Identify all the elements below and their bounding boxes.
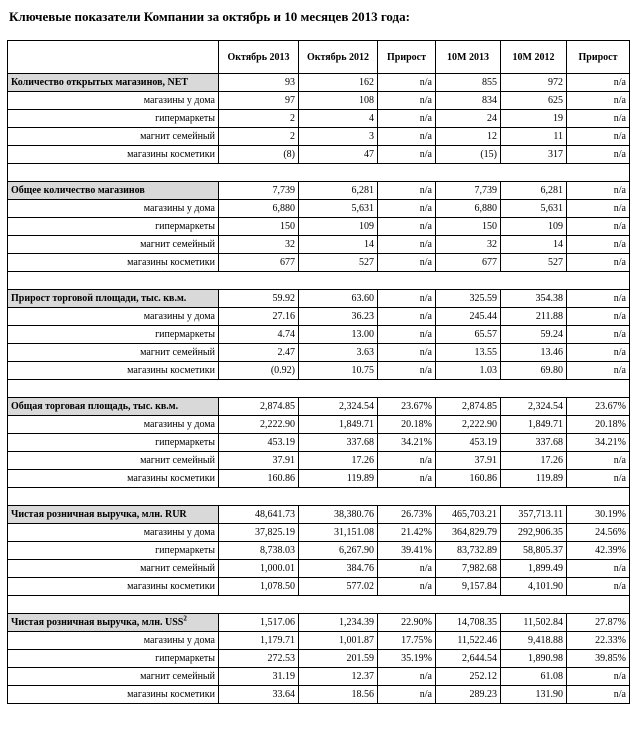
row-value: n/a [567,218,630,236]
row-value: 150 [436,218,501,236]
section-header-value: 325.59 [436,290,501,308]
section-spacer-cell [8,164,630,182]
row-value: 37.91 [436,452,501,470]
row-value: n/a [567,668,630,686]
section-header-value: 11,502.84 [501,614,567,632]
row-value: 17.75% [378,632,436,650]
table-row [8,434,630,452]
row-value: 2 [219,128,299,146]
row-value: 6,267.90 [299,542,378,560]
section-header-value: 354.38 [501,290,567,308]
row-value: (0.92) [219,362,299,380]
row-value: 32 [436,236,501,254]
row-value: 37,825.19 [219,524,299,542]
row-label: магазины косметики [8,146,219,164]
row-value: 119.89 [299,470,378,488]
section-header-value: 7,739 [219,182,299,200]
table-row [8,218,630,236]
row-label: магнит семейный [8,560,219,578]
row-value: 5,631 [501,200,567,218]
row-value: 33.64 [219,686,299,704]
row-value: 22.33% [567,632,630,650]
row-label: магнит семейный [8,668,219,686]
row-value: 10.75 [299,362,378,380]
row-value: 5,631 [299,200,378,218]
row-value: 272.53 [219,650,299,668]
row-value: 625 [501,92,567,110]
kpi-table-body [8,74,630,704]
section-header-label [8,506,219,524]
column-header-10m-2012: 10M 2012 [501,41,567,74]
section-header-row [8,398,630,416]
row-label: магазины у дома [8,92,219,110]
row-value: 364,829.79 [436,524,501,542]
column-header-oct-2012: Октябрь 2012 [299,41,378,74]
row-value: 13.00 [299,326,378,344]
row-value: 160.86 [219,470,299,488]
row-label: гипермаркеты [8,542,219,560]
row-value: 24 [436,110,501,128]
section-spacer-cell [8,596,630,614]
row-value: 31,151.08 [299,524,378,542]
kpi-table [7,40,630,704]
section-header-value: 162 [299,74,378,92]
row-label: магазины у дома [8,632,219,650]
row-label: магазины косметики [8,470,219,488]
section-header-value: 14,708.35 [436,614,501,632]
row-value: 4,101.90 [501,578,567,596]
row-value: 3 [299,128,378,146]
row-value: 36.23 [299,308,378,326]
section-header-row [8,74,630,92]
row-label: гипермаркеты [8,218,219,236]
row-value: 201.59 [299,650,378,668]
row-value: 453.19 [219,434,299,452]
row-value: 834 [436,92,501,110]
section-header-value: 855 [436,74,501,92]
column-header-growth-month: Прирост [378,41,436,74]
section-spacer [8,380,630,398]
section-header-value: 357,713.11 [501,506,567,524]
row-value: 97 [219,92,299,110]
row-value: n/a [378,326,436,344]
section-header-value: 26.73% [378,506,436,524]
row-value: 2 [219,110,299,128]
table-row [8,470,630,488]
row-value: n/a [378,128,436,146]
section-header-text: Общая торговая площадь, тыс. кв.м. [11,401,179,412]
row-value: 61.08 [501,668,567,686]
row-label: магазины косметики [8,578,219,596]
row-value: 24.56% [567,524,630,542]
section-header-value: 48,641.73 [219,506,299,524]
table-row [8,632,630,650]
table-row [8,560,630,578]
row-value: 119.89 [501,470,567,488]
row-value: n/a [378,686,436,704]
row-value: 11,522.46 [436,632,501,650]
section-header-value: 972 [501,74,567,92]
section-header-value: n/a [378,74,436,92]
row-value: n/a [567,92,630,110]
column-header-oct-2013: Октябрь 2013 [219,41,299,74]
row-value: 6,880 [436,200,501,218]
row-value: n/a [378,362,436,380]
section-header-row [8,614,630,632]
row-label: магазины у дома [8,416,219,434]
row-value: n/a [378,344,436,362]
row-value: 20.18% [567,416,630,434]
section-header-text: Прирост торговой площади, тыс. кв.м. [11,293,187,304]
row-value: 4.74 [219,326,299,344]
row-value: 18.56 [299,686,378,704]
table-row [8,650,630,668]
row-value: 14 [299,236,378,254]
section-header-value: 27.87% [567,614,630,632]
table-row [8,254,630,272]
section-spacer-cell [8,488,630,506]
row-value: 527 [501,254,567,272]
section-header-text: Общее количество магазинов [11,185,145,196]
row-value: 27.16 [219,308,299,326]
row-value: 109 [501,218,567,236]
row-value: n/a [567,326,630,344]
section-spacer [8,272,630,290]
row-value: 2,644.54 [436,650,501,668]
row-value: 13.46 [501,344,567,362]
row-label: магазины у дома [8,200,219,218]
row-value: 83,732.89 [436,542,501,560]
row-value: n/a [378,146,436,164]
row-value: 289.23 [436,686,501,704]
row-value: n/a [378,236,436,254]
section-spacer-cell [8,380,630,398]
section-header-value: 59.92 [219,290,299,308]
row-value: 211.88 [501,308,567,326]
row-value: 1,890.98 [501,650,567,668]
column-header-10m-2013: 10M 2013 [436,41,501,74]
row-value: n/a [378,200,436,218]
row-value: 31.19 [219,668,299,686]
row-label: гипермаркеты [8,110,219,128]
section-header-text: Количество открытых магазинов, NET [11,77,189,88]
row-label: магазины косметики [8,362,219,380]
section-header-value: 1,517.06 [219,614,299,632]
section-header-value: 63.60 [299,290,378,308]
section-header-value: 2,324.54 [501,398,567,416]
row-value: n/a [378,668,436,686]
table-row [8,362,630,380]
row-value: n/a [567,308,630,326]
row-value: 17.26 [501,452,567,470]
row-value: (15) [436,146,501,164]
row-value: 2.47 [219,344,299,362]
row-value: n/a [378,308,436,326]
row-value: 677 [219,254,299,272]
section-header-value: 2,874.85 [219,398,299,416]
row-value: 14 [501,236,567,254]
row-label: магазины у дома [8,308,219,326]
row-label: гипермаркеты [8,650,219,668]
table-row [8,200,630,218]
table-row [8,416,630,434]
row-value: n/a [378,254,436,272]
table-row [8,578,630,596]
table-row [8,236,630,254]
section-header-value: n/a [378,290,436,308]
row-value: 58,805.37 [501,542,567,560]
section-header-value: 465,703.21 [436,506,501,524]
row-value: 245.44 [436,308,501,326]
row-value: 12.37 [299,668,378,686]
row-value: n/a [567,146,630,164]
row-value: 131.90 [501,686,567,704]
section-header-value: 23.67% [378,398,436,416]
table-row [8,668,630,686]
table-row [8,524,630,542]
row-value: 32 [219,236,299,254]
column-header-growth-10m: Прирост [567,41,630,74]
section-header-text: Чистая розничная выручка, млн. USS [11,617,184,628]
column-header-row [8,41,630,74]
table-row [8,326,630,344]
section-header-value: n/a [567,74,630,92]
section-spacer [8,596,630,614]
row-value: n/a [567,578,630,596]
section-header-value: 30.19% [567,506,630,524]
section-header-text: Чистая розничная выручка, млн. RUR [11,509,187,520]
row-value: n/a [567,128,630,146]
row-value: 1.03 [436,362,501,380]
section-header-value: 38,380.76 [299,506,378,524]
row-value: 59.24 [501,326,567,344]
row-value: 19 [501,110,567,128]
row-value: n/a [567,110,630,128]
row-value: 21.42% [378,524,436,542]
row-value: 9,418.88 [501,632,567,650]
row-value: 2,222.90 [219,416,299,434]
row-value: 9,157.84 [436,578,501,596]
row-value: 337.68 [501,434,567,452]
row-value: n/a [567,236,630,254]
row-value: 292,906.35 [501,524,567,542]
table-row [8,308,630,326]
row-value: 384.76 [299,560,378,578]
row-value: 6,880 [219,200,299,218]
row-label: магазины косметики [8,254,219,272]
section-header-value: 22.90% [378,614,436,632]
row-value: n/a [567,470,630,488]
section-spacer [8,164,630,182]
row-value: n/a [378,452,436,470]
row-value: 34.21% [378,434,436,452]
row-value: (8) [219,146,299,164]
table-row [8,146,630,164]
row-label: магнит семейный [8,236,219,254]
row-value: 453.19 [436,434,501,452]
row-value: 20.18% [378,416,436,434]
footnote-marker: 2 [183,614,187,623]
row-value: 39.85% [567,650,630,668]
row-value: 35.19% [378,650,436,668]
row-label: магнит семейный [8,344,219,362]
row-value: 1,000.01 [219,560,299,578]
row-value: n/a [567,200,630,218]
row-value: 109 [299,218,378,236]
section-header-value: 1,234.39 [299,614,378,632]
row-value: 577.02 [299,578,378,596]
row-value: 47 [299,146,378,164]
row-value: 677 [436,254,501,272]
row-value: 4 [299,110,378,128]
column-header-empty [8,41,219,74]
section-header-row [8,290,630,308]
row-value: 108 [299,92,378,110]
row-value: n/a [567,362,630,380]
section-header-value: 2,874.85 [436,398,501,416]
row-value: 3.63 [299,344,378,362]
row-value: 69.80 [501,362,567,380]
row-value: n/a [378,110,436,128]
row-value: n/a [567,254,630,272]
section-header-value: n/a [378,182,436,200]
row-value: n/a [378,470,436,488]
row-value: 1,001.87 [299,632,378,650]
table-row [8,344,630,362]
row-value: 12 [436,128,501,146]
row-value: 317 [501,146,567,164]
row-label: магнит семейный [8,128,219,146]
table-row [8,452,630,470]
row-value: 1,849.71 [501,416,567,434]
row-value: 252.12 [436,668,501,686]
section-header-value: 7,739 [436,182,501,200]
section-header-label [8,74,219,92]
section-header-label [8,290,219,308]
row-value: 337.68 [299,434,378,452]
table-row [8,542,630,560]
section-header-value: n/a [567,182,630,200]
row-value: 65.57 [436,326,501,344]
row-value: 11 [501,128,567,146]
row-label: гипермаркеты [8,434,219,452]
row-value: 39.41% [378,542,436,560]
row-value: n/a [567,452,630,470]
row-value: 1,078.50 [219,578,299,596]
row-value: 527 [299,254,378,272]
section-header-value: 23.67% [567,398,630,416]
row-label: магазины у дома [8,524,219,542]
table-row [8,128,630,146]
section-header-value: 93 [219,74,299,92]
section-spacer-cell [8,272,630,290]
section-header-label [8,614,219,632]
row-value: 37.91 [219,452,299,470]
row-label: магазины косметики [8,686,219,704]
section-header-row [8,506,630,524]
row-value: 150 [219,218,299,236]
table-row [8,110,630,128]
row-value: 2,222.90 [436,416,501,434]
table-row [8,686,630,704]
row-value: 7,982.68 [436,560,501,578]
row-value: 1,849.71 [299,416,378,434]
row-value: n/a [378,218,436,236]
section-header-value: 2,324.54 [299,398,378,416]
section-header-value: n/a [567,290,630,308]
row-value: 17.26 [299,452,378,470]
row-value: 13.55 [436,344,501,362]
row-value: 34.21% [567,434,630,452]
section-header-value: 6,281 [501,182,567,200]
row-value: 160.86 [436,470,501,488]
section-header-value: 6,281 [299,182,378,200]
row-value: 8,738.03 [219,542,299,560]
row-value: 42.39% [567,542,630,560]
table-row [8,92,630,110]
row-value: n/a [378,578,436,596]
row-value: 1,899.49 [501,560,567,578]
row-value: 1,179.71 [219,632,299,650]
section-spacer [8,488,630,506]
section-header-label [8,398,219,416]
row-value: n/a [378,560,436,578]
row-value: n/a [567,686,630,704]
row-label: гипермаркеты [8,326,219,344]
section-header-label [8,182,219,200]
row-value: n/a [567,344,630,362]
row-label: магнит семейный [8,452,219,470]
page-title: Ключевые показатели Компании за октябрь и 10 месяцев 2013 года: [9,9,410,24]
row-value: n/a [378,92,436,110]
row-value: n/a [567,560,630,578]
section-header-row [8,182,630,200]
